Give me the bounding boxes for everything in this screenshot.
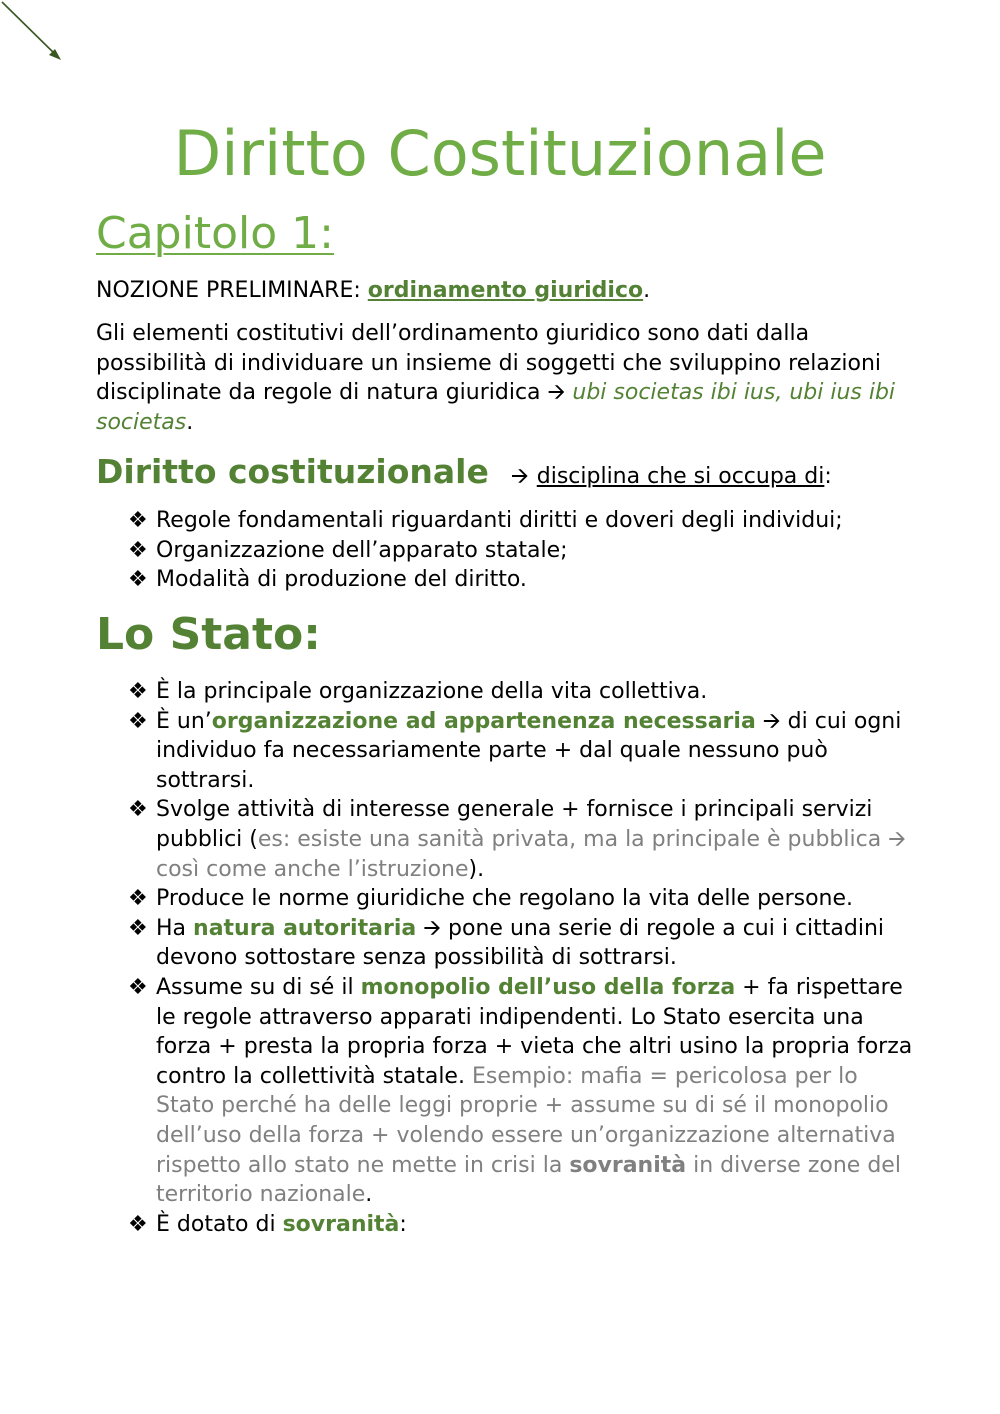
intro-end: . <box>186 409 194 435</box>
list-item <box>96 536 916 566</box>
list-item-text: Ha <box>156 915 194 941</box>
list-item <box>96 914 916 973</box>
list-item-text: 🡪 di cui ogni individuo fa necessariamente parte + dal quale nessuno può sottrarsi. <box>156 708 902 793</box>
list-item-text: Regole fondamentali riguardanti diritti e doveri degli individui; <box>156 508 843 533</box>
key-term: sovranità <box>282 1211 400 1237</box>
list-item-text: . <box>365 1182 373 1208</box>
bullet-icon: ❖ <box>128 708 148 734</box>
notion-end: . <box>643 278 651 303</box>
key-term: natura autoritaria <box>193 915 417 941</box>
section-lo-stato-heading: Lo Stato: <box>96 609 321 660</box>
corner-arrow-decoration <box>0 0 70 70</box>
list-item-text: È la principale organizzazione della vita collettiva. <box>156 679 708 704</box>
bullet-icon: ❖ <box>128 508 148 533</box>
example-note: es: esiste una sanità privata, ma la principale è pubblica 🡪 così come anche l’istruzione <box>156 826 907 882</box>
bullet-icon: ❖ <box>128 797 148 823</box>
bullet-icon: ❖ <box>128 915 148 941</box>
notion-label: NOZIONE PRELIMINARE: <box>96 278 368 303</box>
list-item-text: : <box>399 1211 407 1237</box>
list-item <box>96 884 916 914</box>
key-term-gray: sovranità <box>569 1152 687 1178</box>
arrow-icon: 🡪 <box>510 464 529 489</box>
intro-paragraph <box>96 319 916 437</box>
key-term: monopolio dell’uso della forza <box>360 974 736 1000</box>
list-item-text: Produce le norme giuridiche che regolano la vita delle persone. <box>156 886 854 912</box>
subject-list <box>96 506 916 595</box>
notion-paragraph <box>96 276 916 306</box>
list-item-text: È dotato di <box>156 1211 283 1237</box>
list-item-text: Svolge attività di interesse generale + fornisce i principali servizi pubblici ( <box>156 797 873 852</box>
arrow-icon: 🡪 <box>547 380 566 406</box>
intro-text: Gli elementi costitutivi dell’ordinamento giuridico sono dati dalla possibilità di individuare un insieme di soggetti che sviluppino relazioni disciplinate da regole di natura giuridica <box>96 321 882 406</box>
latin-maxim: ubi societas ibi ius, ubi ius ibi societas <box>96 380 896 435</box>
list-item <box>96 1210 916 1240</box>
key-term: organizzazione ad appartenenza necessaria <box>211 708 756 734</box>
section-subtitle-colon: : <box>824 464 832 489</box>
list-item-text: + fa rispettare le regole attraverso apparati indipendenti. Lo Stato esercita una forza + presta la propria forza + vieta che altri usino la propria forza contro la collettività statale. <box>156 974 913 1089</box>
list-item-text: Assume su di sé il <box>156 974 361 1000</box>
list-item-text: 🡪 pone una serie di regole a cui i cittadini devono sottostare senza possibilità di sottrarsi. <box>156 915 885 971</box>
list-item <box>96 795 916 884</box>
bullet-icon: ❖ <box>128 567 148 593</box>
list-item-text: Organizzazione dell’apparato statale; <box>156 537 568 563</box>
list-item <box>96 677 916 707</box>
section-title: Diritto costituzionale <box>96 452 489 491</box>
document-title: Diritto Costituzionale <box>173 117 827 190</box>
bullet-icon: ❖ <box>128 537 148 563</box>
list-item-text: ). <box>468 856 485 882</box>
bullet-icon: ❖ <box>128 886 148 912</box>
list-item <box>96 565 916 595</box>
list-item-text: È un’ <box>156 708 212 734</box>
list-item-text: Modalità di produzione del diritto. <box>156 567 527 593</box>
state-characteristics-list <box>96 677 916 1239</box>
example-note: in diverse zone del territorio nazionale <box>156 1152 901 1208</box>
section-diritto-costituzionale-heading <box>96 448 832 501</box>
list-item <box>96 506 916 536</box>
bullet-icon: ❖ <box>128 679 148 704</box>
section-subtitle: disciplina che si occupa di <box>536 464 825 489</box>
example-note: Esempio: mafia = pericolosa per lo Stato perché ha delle leggi proprie + assume su di sé il monopolio dell’uso della forza + volendo essere un’organizzazione alternativa rispetto allo stato ne mette in crisi la <box>156 1063 896 1178</box>
chapter-heading: Capitolo 1: <box>96 208 334 259</box>
bullet-icon: ❖ <box>128 974 148 1000</box>
list-item <box>96 973 916 1210</box>
notion-term: ordinamento giuridico <box>367 278 644 303</box>
bullet-icon: ❖ <box>128 1211 148 1237</box>
list-item <box>96 707 916 796</box>
